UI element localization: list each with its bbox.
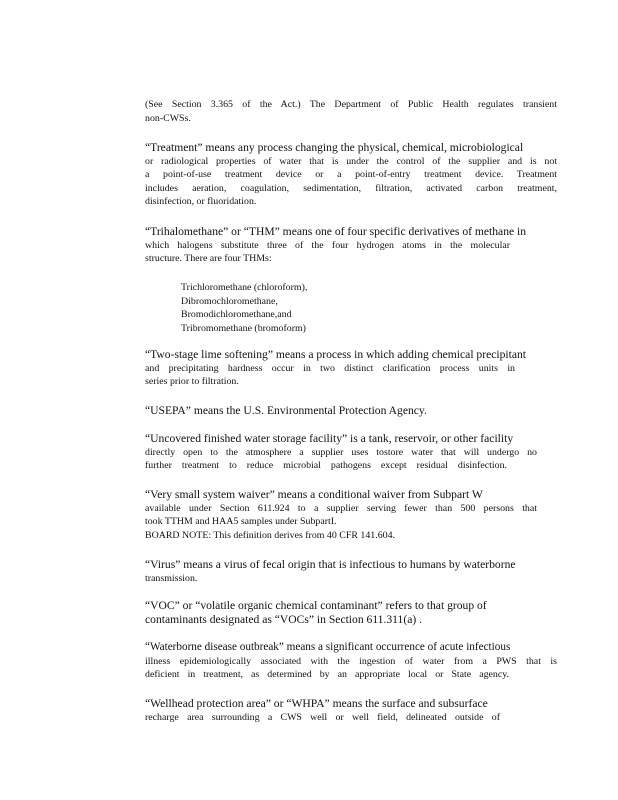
definition-wellhead-protection-area xyxy=(145,697,557,724)
definition-lead-line: “VOC” or “volatile organic chemical contaminant” refers to that group of xyxy=(145,599,487,612)
text-line: disinfection, or fluoridation. xyxy=(145,196,257,208)
definition-lead-line: “Uncovered finished water storage facility” is a tank, reservoir, or other facility xyxy=(145,432,514,445)
text-line: transmission. xyxy=(145,572,198,584)
definition-lead-line: “Virus” means a virus of fecal origin that is infectious to humans by waterborne xyxy=(145,558,516,571)
text-line: (See Section 3.365 of the Act.) The Department of Public Health regulates transient xyxy=(145,99,557,110)
definition-treatment xyxy=(145,141,557,209)
text-line: and precipitating hardness occur in two distinct clarification process units in xyxy=(145,362,515,374)
text-line: available under Section 611.924 to a supplier serving fewer than 500 persons that xyxy=(145,502,537,514)
definition-trihalomethane xyxy=(145,225,557,266)
definition-waterborne-disease-outbreak xyxy=(145,641,557,682)
text-line: includes aeration, coagulation, sedimentation, filtration, activated carbon treatment, xyxy=(145,182,557,194)
text-line: took TTHM and HAA5 samples under SubpartI. xyxy=(145,516,337,528)
definition-voc xyxy=(145,599,557,626)
definition-lead-line: “Trihalomethane” or “THM” means one of four specific derivatives of methane in xyxy=(145,225,527,238)
list-item: Dibromochloromethane, xyxy=(181,295,278,307)
text-line: a point-of-use treatment device or a point-of-entry treatment device. Treatment xyxy=(145,169,557,181)
text-line: which halogens substitute three of the four hydrogen atoms in the molecular xyxy=(145,239,510,251)
definition-uncovered-finished-water-storage-facility xyxy=(145,432,557,473)
definition-lead-line: “Very small system waiver” means a conditional waiver from Subpart W xyxy=(145,488,483,501)
board-note-line: BOARD NOTE: This definition derives from 40 CFR 141.604. xyxy=(145,529,395,541)
list-item: Bromodichloromethane,and xyxy=(181,309,292,321)
definition-lead-line: “Treatment” means any process changing the physical, chemical, microbiological xyxy=(145,141,524,154)
text-line: series prior to filtration. xyxy=(145,376,239,388)
text-line: illness epidemiologically associated with the ingestion of water from a PWS that is xyxy=(145,655,557,667)
text-line: further treatment to reduce microbial pathogens except residual disinfection. xyxy=(145,460,507,472)
definition-lead-line: “USEPA” means the U.S. Environmental Protection Agency. xyxy=(145,404,427,417)
list-item: Trichloromethane (chloroform), xyxy=(181,282,308,293)
definition-lead-line: “Two-stage lime softening” means a process in which adding chemical precipitant xyxy=(145,348,527,361)
text-line: non-CWSs. xyxy=(145,112,191,124)
definition-very-small-system-waiver xyxy=(145,488,557,542)
text-line: directly open to the atmosphere a supplier uses tostore water that will undergo no xyxy=(145,446,537,458)
text-line: structure. There are four THMs: xyxy=(145,253,272,265)
list-item: Tribromomethane (bromoform) xyxy=(181,322,306,334)
definition-lead-line: “Wellhead protection area” or “WHPA” means the surface and subsurface xyxy=(145,697,488,710)
definition-two-stage-lime-softening xyxy=(145,348,557,389)
definition-usepa xyxy=(145,404,557,418)
text-line: recharge area surrounding a CWS well or well field, delineated outside of xyxy=(145,711,500,723)
paragraph-see-section xyxy=(145,98,557,125)
text-line: or radiological properties of water that is under the control of the supplier and is not xyxy=(145,155,557,167)
text-line: contaminants designated as “VOCs” in Section 611.311(a) . xyxy=(145,612,423,626)
text-line: deficient in treatment, as determined by an appropriate local or State agency. xyxy=(145,669,509,681)
definition-lead-line: “Waterborne disease outbreak” means a significant occurrence of acute infectious xyxy=(145,641,511,653)
definition-virus xyxy=(145,558,557,585)
thm-list xyxy=(145,281,593,335)
